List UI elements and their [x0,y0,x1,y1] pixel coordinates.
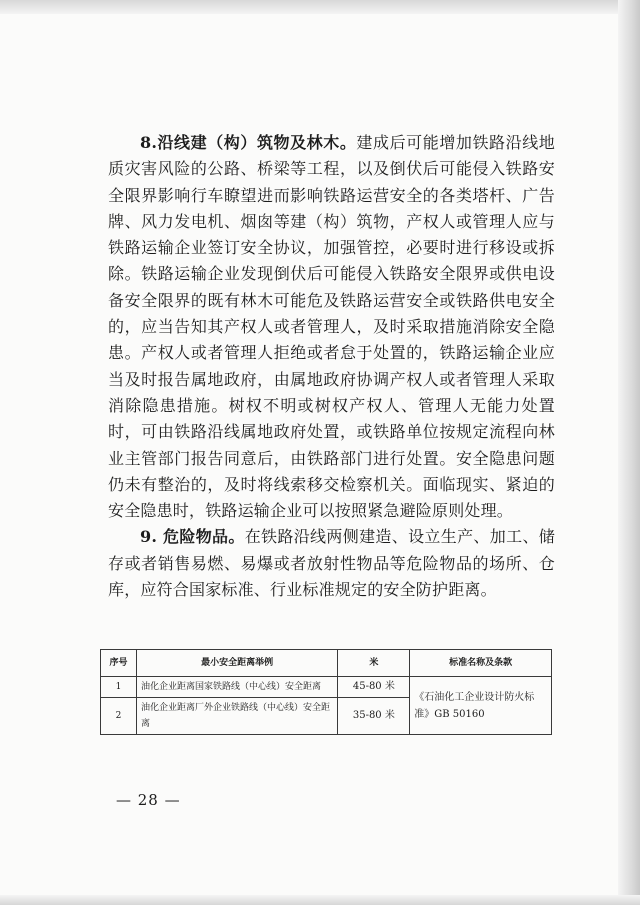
header-standard-name: 标准名称及条款 [410,650,552,677]
section-9-paragraph [108,524,555,603]
header-meters: 米 [338,650,410,677]
row-example: 油化企业距离厂外企业铁路线（中心线）安全距离 [136,698,337,735]
section-8-heading: 8.沿线建（构）筑物及林木。 [140,133,357,152]
row-example: 油化企业距离国家铁路线（中心线）安全距离 [136,677,337,698]
section-9-heading: 9. 危险物品。 [140,527,245,547]
row-meters: 45-80 米 [338,677,410,698]
table-row [101,677,552,698]
section-9-text: 在铁路沿线两侧建造、设立生产、加工、储存或者销售易燃、易爆或者放射性物品等危险物品的场所、仓库，应符合国家标准、行业标准规定的安全防护距离。 [108,527,555,600]
table-header-row [101,650,552,677]
header-serial-no: 序号 [101,650,137,677]
row-meters: 35-80 米 [338,698,410,735]
row-serial-no: 2 [101,698,137,735]
page-number: — 28 — [116,791,181,809]
scan-edge-bottom [0,895,640,905]
section-8-text: 建成后可能增加铁路沿线地质灾害风险的公路、桥梁等工程，以及倒伏后可能侵入铁路安全限界影响行车瞭望进而影响铁路运营安全的各类塔杆、广告牌、风力发电机、烟囱等建（构）筑物，产权人或管理人应与铁路运输企业签订安全协议，加强管控，必要时进行移设或拆除。铁路运输企业发现倒伏后可能侵入铁路安全限界或供电设备安全限界的既有林木可能危及铁路运营安全或铁路供电安全的，应当告知其产权人或者管理人，及时采取措施消除安全隐患。产权人或者管理人拒绝或者怠于处置的，铁路运输企业应当及时报告属地政府，由属地政府协调产权人或者管理人采取消除隐患措施。树权不明或树权产权人、管理人无能力处置时，可由铁路沿线属地政府处置，或铁路单位按规定流程向林业主管部门报告同意后，由铁路部门进行处置。安全隐患问题仍未有整治的，及时将线索移交检察机关。面临现实、紧迫的安全隐患时，铁路运输企业可以按照紧急避险原则处理。 [108,133,555,521]
row-serial-no: 1 [101,677,137,698]
header-min-distance-example: 最小安全距离举例 [136,650,337,677]
scan-edge-right [618,0,640,905]
standard-name-cell: 《石油化工企业设计防火标准》GB 50160 [410,677,552,735]
section-8-paragraph [108,130,555,524]
scan-edge-top [0,0,640,14]
safety-distance-table [100,649,552,735]
body-text [108,130,555,603]
